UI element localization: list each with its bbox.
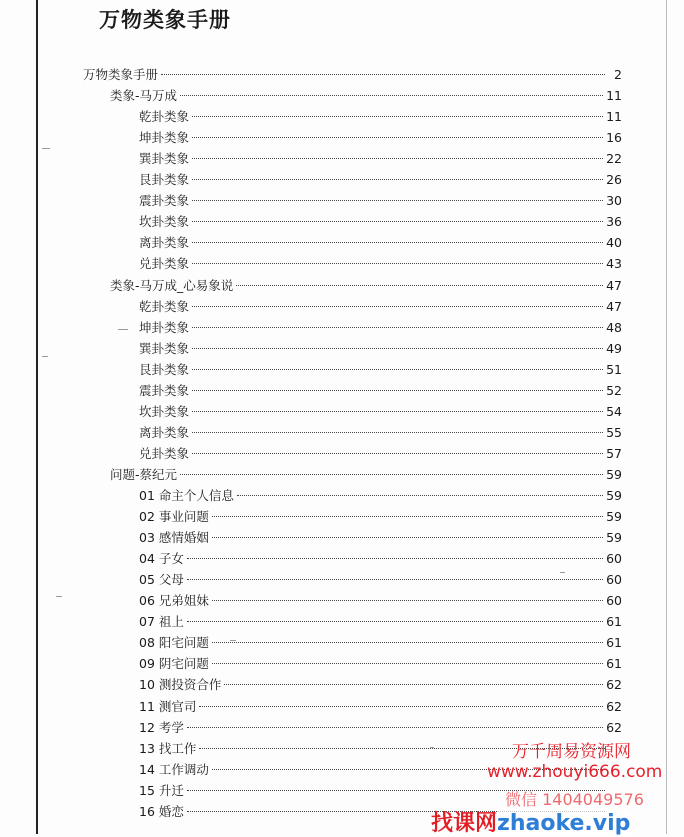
toc-entry-label: 坎卦类象 [139, 403, 190, 419]
toc-entry [139, 298, 622, 316]
toc-entry-page: 40 [606, 235, 622, 251]
toc-leader-dots [192, 453, 603, 454]
toc-entry [139, 319, 622, 337]
toc-entry-page: 61 [606, 656, 622, 672]
toc-leader-dots [192, 200, 603, 201]
toc-entry-page: 60 [606, 551, 622, 567]
toc-leader-dots [187, 727, 603, 728]
toc-entry-label: 13 找工作 [139, 740, 197, 756]
toc-entry [139, 108, 622, 126]
scan-speck [42, 148, 50, 149]
toc-entry-page: 60 [606, 593, 622, 609]
toc-entry-page: 47 [606, 298, 622, 314]
toc-entry [139, 634, 622, 652]
toc-leader-dots [212, 663, 603, 664]
toc-leader-dots [199, 706, 603, 707]
toc-entry-label: 01 命主个人信息 [139, 488, 234, 503]
toc-entry-page: 2 [614, 67, 622, 82]
toc-leader-dots [192, 411, 603, 412]
toc-entry-page: 49 [606, 340, 622, 356]
toc-entry-label: 03 感情婚姻 [139, 530, 209, 546]
toc-entry-page: 61 [606, 635, 622, 651]
scan-speck [42, 356, 48, 357]
watermark-logo [431, 806, 630, 837]
toc-entry-label: 离卦类象 [139, 235, 190, 251]
toc-entry [139, 592, 622, 610]
toc-entry-label: 艮卦类象 [139, 172, 190, 188]
toc-entry-label: 震卦类象 [139, 382, 190, 398]
toc-entry-page: 62 [606, 677, 622, 693]
toc-entry [139, 382, 622, 400]
toc-entry [139, 676, 622, 694]
page-right-border [666, 0, 667, 834]
toc-leader-dots [237, 495, 603, 496]
toc-entry-page: 59 [606, 488, 622, 503]
page-title: 万物类象手册 [99, 8, 231, 32]
toc-leader-dots [187, 621, 603, 622]
toc-entry [83, 66, 622, 84]
toc-entry-label: 16 婚恋 [139, 803, 184, 819]
toc-entry-label: 14 工作调动 [139, 761, 209, 777]
toc-entry-page: 54 [606, 403, 622, 419]
toc-entry [139, 213, 622, 231]
scan-speck [230, 640, 236, 641]
scan-speck [560, 572, 565, 573]
page-left-border [36, 0, 38, 834]
toc-leader-dots [192, 348, 603, 349]
toc-leader-dots [192, 179, 603, 180]
scan-speck [430, 747, 434, 748]
toc-entry-page: 62 [606, 719, 622, 735]
toc-leader-dots [212, 642, 603, 643]
toc-entry-label: 15 升迁 [139, 782, 184, 798]
toc-entry-page: 57 [606, 445, 622, 461]
toc-entry-page: 62 [606, 698, 622, 714]
toc-entry-page: 60 [606, 572, 622, 588]
toc-entry [139, 361, 622, 379]
toc-entry [139, 719, 622, 737]
toc-entry-page: 61 [606, 614, 622, 630]
toc-leader-dots [192, 242, 603, 243]
toc-entry [110, 277, 622, 295]
toc-entry [110, 87, 622, 105]
toc-entry-label: 05 父母 [139, 572, 184, 588]
toc-entry-label: 08 阳宅问题 [139, 635, 209, 651]
toc-entry [139, 529, 622, 547]
toc-entry-label: 04 子女 [139, 551, 184, 567]
toc-entry-label: 06 兄弟姐妹 [139, 593, 209, 609]
toc-entry-label: 乾卦类象 [139, 298, 190, 314]
toc-entry-page: 11 [606, 109, 622, 125]
toc-entry-page: 36 [606, 214, 622, 230]
toc-entry-label: 巽卦类象 [139, 151, 190, 167]
toc-leader-dots [212, 537, 603, 538]
toc-entry-page: 48 [606, 319, 622, 335]
toc-entry-label: 巽卦类象 [139, 340, 190, 356]
watermark-wechat: 微信 1404049576 [505, 790, 644, 809]
toc-leader-dots [212, 600, 603, 601]
toc-entry-page: 30 [606, 193, 622, 209]
scan-speck [118, 329, 128, 330]
toc-entry [139, 613, 622, 631]
toc-leader-dots [187, 558, 603, 559]
toc-entry-label: 震卦类象 [139, 193, 190, 209]
toc-entry-label: 02 事业问题 [139, 509, 209, 525]
watermark-url: www.zhouyi666.com [487, 762, 663, 782]
toc-entry-page: 47 [606, 277, 622, 293]
toc-leader-dots [236, 285, 603, 286]
toc-entry-page: 55 [606, 424, 622, 440]
toc-entry-page: 52 [606, 382, 622, 398]
toc-entry [139, 129, 622, 147]
toc-entry [139, 255, 622, 273]
toc-entry-label: 兑卦类象 [139, 256, 190, 272]
toc-entry-page: 43 [606, 256, 622, 272]
toc-entry-page: 22 [606, 151, 622, 167]
toc-entry-label: 乾卦类象 [139, 109, 190, 125]
toc-leader-dots [212, 516, 603, 517]
toc-entry [139, 698, 622, 716]
toc-entry [139, 508, 622, 526]
toc-entry-label: 艮卦类象 [139, 361, 190, 377]
toc-leader-dots [192, 390, 603, 391]
toc-leader-dots [192, 137, 603, 138]
toc-leader-dots [192, 116, 603, 117]
toc-entry-page: 59 [606, 530, 622, 546]
toc-leader-dots [192, 306, 603, 307]
watermark-logo-cn: 找课网 [431, 811, 498, 836]
toc-entry [139, 424, 622, 442]
watermark-logo-site: zhaoke.vip [497, 811, 631, 836]
toc-entry-label: 类象-马万成_心易象说 [110, 277, 234, 293]
toc-leader-dots [192, 432, 603, 433]
toc-entry [139, 571, 622, 589]
toc-entry-label: 11 测官司 [139, 698, 197, 714]
toc-entry-page: 26 [606, 172, 622, 188]
toc-entry [139, 340, 622, 358]
toc-entry [110, 466, 622, 484]
toc-entry-label: 类象-马万成 [110, 88, 178, 104]
toc-entry-label: 坤卦类象 [139, 319, 190, 335]
toc-entry-label: 10 测投资合作 [139, 677, 222, 693]
toc-leader-dots [192, 158, 603, 159]
toc-entry-label: 万物类象手册 [83, 67, 159, 82]
toc-entry-label: 坎卦类象 [139, 214, 190, 230]
toc-leader-dots [224, 684, 603, 685]
toc-entry-page: 16 [606, 130, 622, 146]
toc-entry-page: 59 [606, 509, 622, 525]
toc-entry [139, 234, 622, 252]
toc-entry-label: 07 祖上 [139, 614, 184, 630]
toc-leader-dots [192, 263, 603, 264]
toc-entry [139, 171, 622, 189]
watermark-site-name: 万千周易资源网 [512, 742, 631, 762]
toc-entry-page: 59 [606, 466, 622, 482]
toc-entry [139, 655, 622, 673]
toc-entry [139, 487, 622, 505]
toc-entry-page: 11 [606, 88, 622, 104]
toc-entry-label: 兑卦类象 [139, 445, 190, 461]
toc-entry [139, 445, 622, 463]
toc-entry-label: 离卦类象 [139, 424, 190, 440]
toc-leader-dots [192, 369, 603, 370]
toc-leader-dots [161, 74, 605, 75]
toc-leader-dots [180, 95, 603, 96]
toc-entry-label: 09 阴宅问题 [139, 656, 209, 672]
scan-speck [56, 596, 62, 597]
toc-entry-label: 坤卦类象 [139, 130, 190, 146]
toc-entry [139, 150, 622, 168]
toc-leader-dots [192, 221, 603, 222]
toc-entry-page: 51 [606, 361, 622, 377]
toc-leader-dots [187, 579, 603, 580]
toc-entry [139, 192, 622, 210]
toc-entry-label: 问题-蔡纪元 [110, 466, 178, 482]
toc-entry [139, 550, 622, 568]
toc-leader-dots [180, 474, 603, 475]
toc-entry-label: 12 考学 [139, 719, 184, 735]
toc-entry [139, 403, 622, 421]
toc-leader-dots [192, 327, 603, 328]
